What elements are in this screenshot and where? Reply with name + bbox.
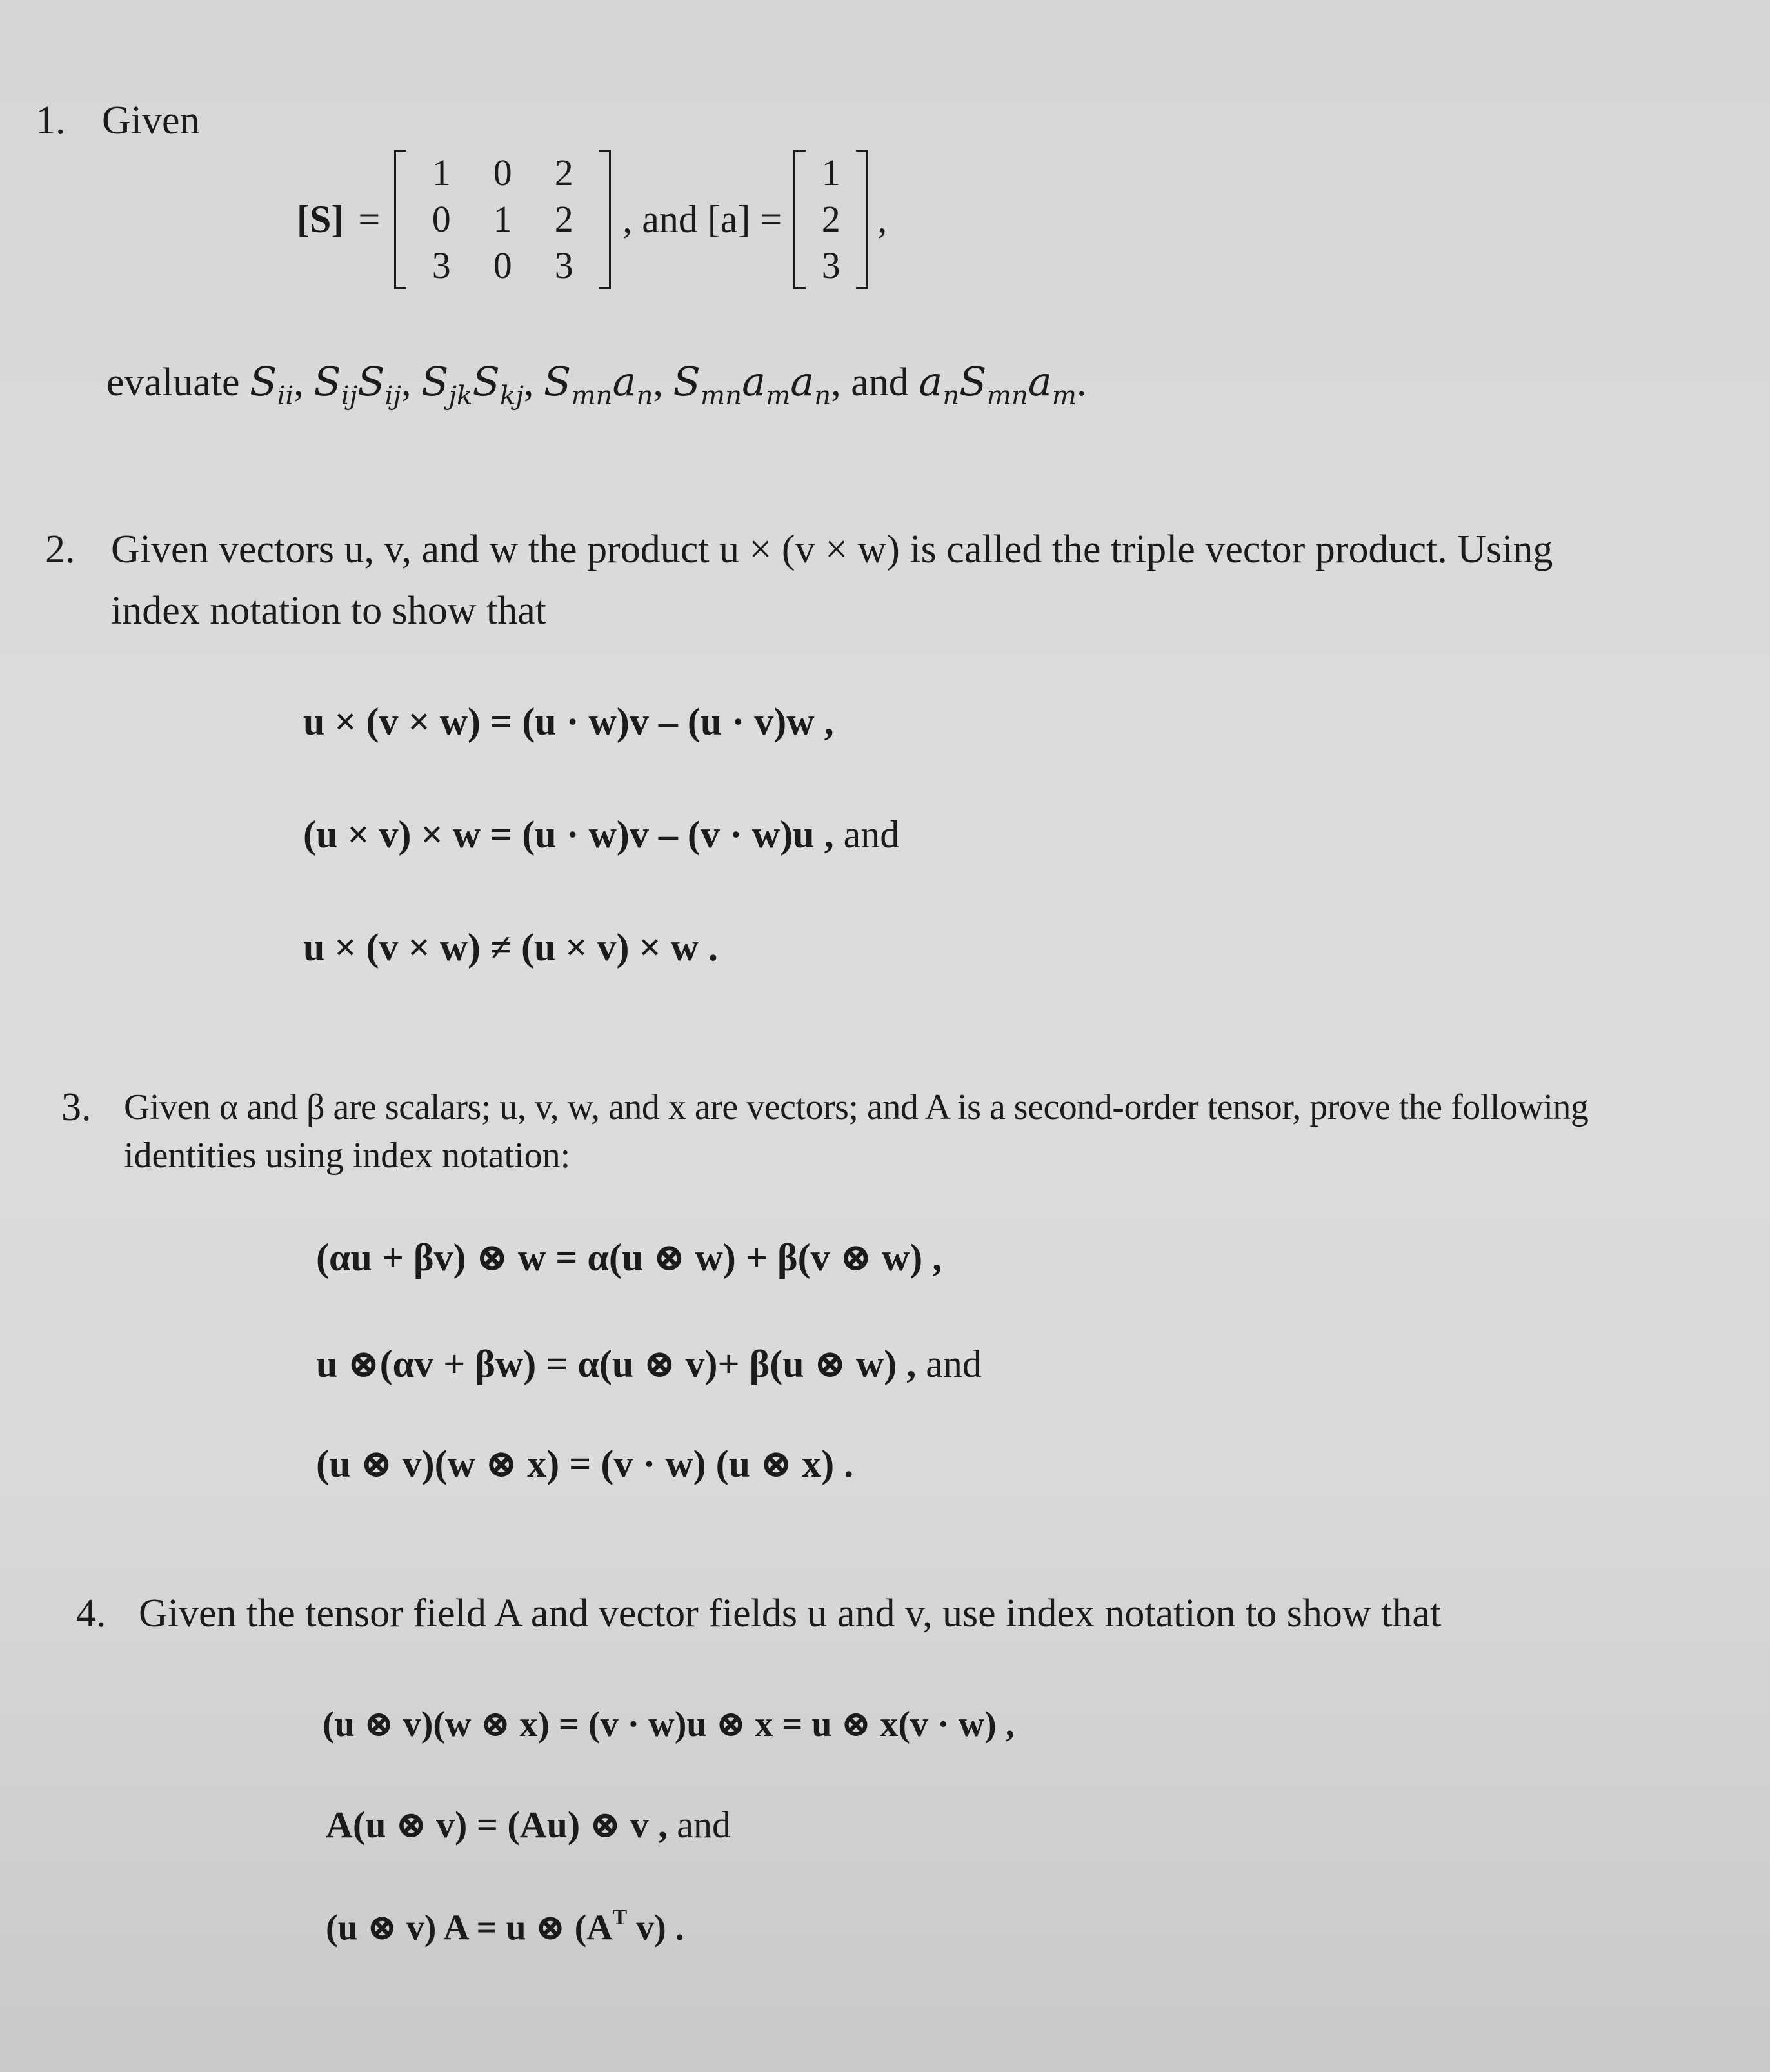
equation-text: (u × v) × w = (u · w)v – (v · w)u ,: [303, 813, 834, 856]
left-bracket: [394, 150, 406, 289]
problem-2-equation-1: u × (v × w) = (u · w)v – (u · v)w ,: [303, 700, 834, 743]
right-bracket: [856, 150, 868, 289]
matrix-cell: 3: [432, 244, 451, 286]
matrix-cell: 0: [432, 198, 451, 240]
matrix-cell: 2: [554, 198, 573, 240]
right-bracket: [599, 150, 611, 289]
vector-cell: 1: [821, 152, 840, 193]
expr-Sii: $S_{ii}$: [250, 358, 294, 411]
problem-4-number: 4.: [76, 1592, 106, 1635]
equation-text: A(u ⊗ v) = (Au) ⊗ v ,: [326, 1804, 668, 1846]
and-word: and: [843, 813, 900, 856]
and-a-label: , and [a] =: [622, 197, 782, 241]
matrix-cell: 2: [554, 152, 573, 193]
transpose-superscript: T: [612, 1906, 628, 1929]
expr-anSmnam: $a_nS_{mn}a_m$: [919, 358, 1077, 411]
matrix-cell: 0: [493, 244, 512, 286]
S-label: [S]: [297, 197, 344, 241]
vector-a-body: [806, 150, 856, 289]
problem-1-matrix-equation: [297, 145, 887, 293]
equation-text: u ⊗(αv + βw) = α(u ⊗ v)+ β(u ⊗ w) ,: [316, 1343, 917, 1385]
problem-3-intro-line2: identities using index notation:: [124, 1136, 571, 1176]
expr-SijSij: $S_{ij}S_{ij}$: [313, 358, 402, 411]
equals-sign: =: [358, 197, 381, 241]
matrix-S-body: [406, 150, 599, 289]
left-bracket: [793, 150, 806, 289]
problem-2-intro-line1: Given vectors u, v, and w the product u × (v × w) is called the triple vector product. Using: [111, 528, 1553, 571]
and-word: and: [851, 360, 909, 404]
matrix-cell: 1: [493, 198, 512, 240]
trailing-comma: ,: [877, 197, 888, 241]
and-word: and: [926, 1343, 982, 1385]
equation-pre: (u ⊗ v) A = u ⊗ (A: [326, 1908, 613, 1948]
matrix-S: [394, 150, 611, 289]
vector-cell: 2: [821, 198, 840, 240]
matrix-cell: 1: [432, 152, 451, 193]
expr-Smnan: $S_{mn}a_n$: [543, 358, 653, 411]
problem-2-number: 2.: [45, 528, 75, 571]
expr-Smnaman: $S_{mn}a_ma_n$: [673, 358, 831, 411]
problem-4-equation-1: (u ⊗ v)(w ⊗ x) = (v · w)u ⊗ x = u ⊗ x(v · w) ,: [323, 1704, 1015, 1744]
problem-1-number: 1.: [35, 99, 66, 143]
problem-3-number: 3.: [61, 1085, 92, 1129]
problem-1-evaluate-line: evaluate $S_{ii}$, $S_{ij}S_{ij}$, $S_{jk}S_{kj}$, $S_{mn}a_n$, $S_{mn}a_ma_n$, and $a_nS_{mn}a_m$.: [106, 358, 1087, 411]
evaluate-word: evaluate: [106, 360, 240, 404]
problem-4-equation-2: [326, 1802, 731, 1846]
matrix-cell: 0: [493, 152, 512, 193]
vector-a: [793, 150, 868, 289]
problem-4-equation-3: [326, 1906, 684, 1949]
problem-3-equation-1: (αu + βv) ⊗ w = α(u ⊗ w) + β(v ⊗ w) ,: [316, 1236, 942, 1279]
matrix-cell: 3: [554, 244, 573, 286]
problem-1-given: Given: [102, 99, 200, 143]
problem-2-equation-3: u × (v × w) ≠ (u × v) × w .: [303, 926, 719, 969]
expr-SjkSkj: $S_{jk}S_{kj}$: [421, 358, 524, 411]
problem-3-equation-2: [316, 1341, 982, 1386]
and-word: and: [677, 1804, 731, 1846]
problem-2-intro-line2: index notation to show that: [111, 589, 547, 633]
vector-cell: 3: [821, 244, 840, 286]
problem-4-intro: Given the tensor field A and vector fields u and v, use index notation to show that: [139, 1592, 1442, 1635]
problem-3-intro-line1: Given α and β are scalars; u, v, w, and x are vectors; and A is a second-order tensor, prove the following: [124, 1087, 1589, 1127]
problem-3-equation-3: (u ⊗ v)(w ⊗ x) = (v · w) (u ⊗ x) .: [316, 1443, 854, 1485]
problem-2-equation-2: [303, 813, 899, 857]
equation-post: v) .: [627, 1908, 684, 1948]
